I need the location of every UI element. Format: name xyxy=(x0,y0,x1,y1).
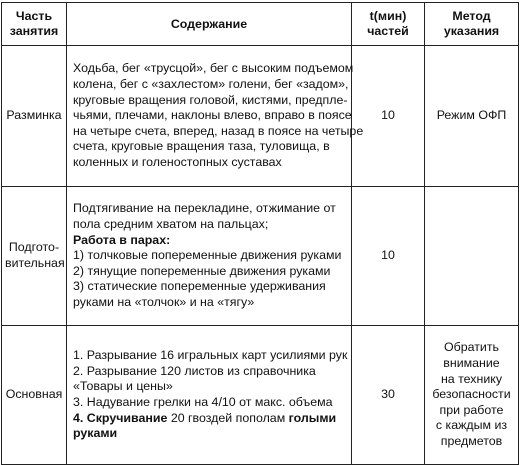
content-line-mixed: 4. Скручивание 20 гвоздей пополам голыми xyxy=(73,410,337,425)
method-line: с каждым из xyxy=(435,418,508,433)
time-cell-warmup: 10 xyxy=(352,46,425,187)
method-line: на технику xyxy=(440,371,503,386)
method-line: при работе xyxy=(439,402,504,417)
time-cell-preparatory: 10 xyxy=(352,187,425,326)
content-line: на четыре счета, вперед, назад в поясе на четыре xyxy=(73,123,364,138)
part-label: Основная xyxy=(5,387,63,402)
part-cell-preparatory xyxy=(2,187,67,326)
part-label: Разминка xyxy=(6,108,62,123)
content-line: «Товары и цены» xyxy=(73,379,173,394)
header-part-line-2: занятия xyxy=(9,24,59,38)
method-line: предметов xyxy=(440,433,503,448)
header-method-line-2: указания xyxy=(443,24,500,38)
method-line: Обратить xyxy=(444,340,499,355)
table-row-preparatory xyxy=(2,187,519,326)
content-line: 1. Разрывание 16 игральных карт усилиями рук xyxy=(73,348,348,363)
content-line: 2) тянущие попеременные движения руками xyxy=(73,263,331,278)
content-line: чьями, плечами, наклоны влево, вправо в поясе xyxy=(73,108,352,123)
method-cell-main xyxy=(425,326,519,465)
content-line: пола средним хватом на пальцах; xyxy=(73,217,269,232)
content-cell-main xyxy=(67,326,352,465)
content-line: коленных и голеностопных суставах xyxy=(73,154,282,169)
header-content: Содержание xyxy=(67,3,352,46)
part-label: вительная xyxy=(5,256,65,270)
header-method xyxy=(425,3,519,46)
table-row-main xyxy=(2,326,519,465)
method-cell-preparatory xyxy=(425,187,519,326)
content-line-bold: Работа в парах: xyxy=(73,232,171,247)
table-row-warmup xyxy=(2,46,519,187)
content-line: 2. Разрывание 120 листов из справочника xyxy=(73,363,316,378)
content-line: руками на «толчок» и на «тягу» xyxy=(73,294,255,309)
method-line: безопасности xyxy=(432,387,511,402)
content-line-bold: руками xyxy=(73,426,118,441)
content-line: 1) толчковые попеременные движения руками xyxy=(73,248,342,263)
content-line: Подтягивание на перекладине, отжимание от xyxy=(73,201,336,216)
header-time-line-1: t(мин) xyxy=(369,9,407,23)
header-part-line-1: Часть xyxy=(15,9,53,23)
content-line: 3) статические попеременные удерживания xyxy=(73,279,326,294)
content-line: счета, круговые вращения таза, туловища, в xyxy=(73,139,330,154)
method-cell-warmup xyxy=(425,46,519,187)
header-row xyxy=(2,3,519,46)
method-line: внимание xyxy=(443,356,500,371)
time-cell-main: 30 xyxy=(352,326,425,465)
method-line: Режим ОФП xyxy=(436,108,507,123)
content-cell-preparatory xyxy=(67,187,352,326)
part-cell-main xyxy=(2,326,67,465)
part-label: Подгото- xyxy=(8,240,60,255)
header-method-line-1: Метод xyxy=(452,9,491,23)
part-cell-warmup xyxy=(2,46,67,187)
content-line: колена, бег с «захлестом» голени, бег «задом», xyxy=(73,77,349,92)
header-time xyxy=(352,3,425,46)
content-line: Ходьба, бег «трусцой», бег с высоким подъемом xyxy=(73,61,354,76)
lesson-plan-table xyxy=(1,2,519,465)
content-cell-warmup xyxy=(67,46,364,187)
content-line: 3. Надувание грелки на 4/10 от макс. объема xyxy=(73,395,333,409)
content-line: круговые вращения головой, кистями, предпле- xyxy=(73,92,348,107)
header-part xyxy=(2,3,67,46)
header-time-line-2: частей xyxy=(367,24,409,38)
